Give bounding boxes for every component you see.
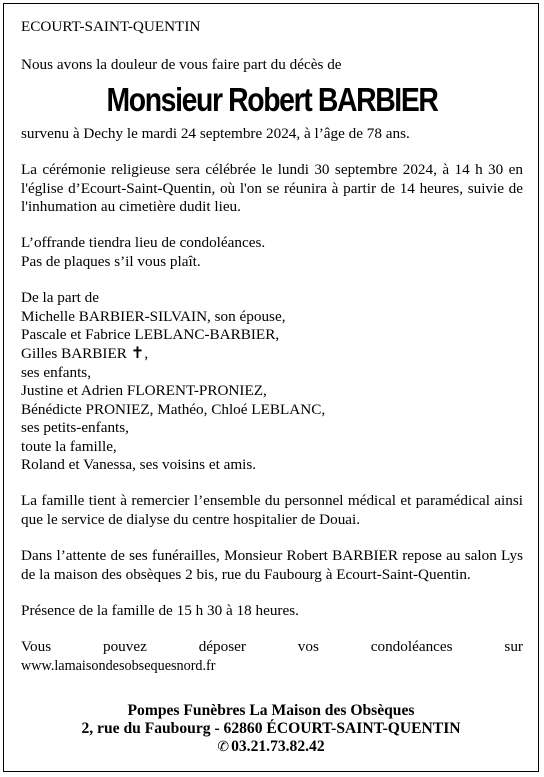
family-line-deceased-son — [21, 344, 523, 363]
family-line: Roland et Vanessa, ses voisins et amis. — [21, 455, 257, 473]
phone-line — [3, 738, 539, 756]
presence-text: Présence de la famille de 15 h 30 à 18 heures. — [21, 601, 299, 619]
phone-icon: ✆ — [217, 739, 230, 755]
family-line: ses petits-enfants, — [21, 419, 129, 437]
no-plaques-line: Pas de plaques s’il vous plaît. — [21, 252, 201, 270]
thanks-text: La famille tient à remercier l’ensemble du personnel médical et paramédical ainsi que le service de dialyse du centre hospitalier de Douai. — [21, 492, 523, 528]
cross-icon: ✝ — [130, 343, 145, 363]
rest-text: Dans l’attente de ses funérailles, Monsieur Robert BARBIER repose au salon Lys de la maison des obsèques 2 bis, rue du Faubourg à Ecourt-Saint-Quentin. — [21, 547, 523, 583]
condolences-text: Vous pouvez déposer vos condoléances sur — [21, 638, 523, 656]
deceased-name: Monsieur Robert BARBIER — [106, 80, 438, 118]
family-line: Bénédicte PRONIEZ, Mathéo, Chloé LEBLANC, — [21, 400, 326, 418]
company-address: 2, rue du Faubourg - 62860 ÉCOURT-SAINT-QUENTIN — [81, 720, 461, 737]
family-line: De la part de — [21, 289, 100, 307]
intro-text: Nous avons la douleur de vous faire part du décès de — [21, 56, 342, 74]
death-info: survenu à Dechy le mardi 24 septembre 2024, à l’âge de 78 ans. — [21, 124, 410, 142]
family-line: Gilles BARBIER — [21, 345, 127, 363]
company-name: Pompes Funèbres La Maison des Obsèques — [127, 702, 415, 719]
family-line: toute la famille, — [21, 437, 117, 455]
funeral-home-footer — [3, 702, 539, 756]
offering-line: L’offrande tiendra lieu de condoléances. — [21, 234, 266, 252]
family-line: Justine et Adrien FLORENT-PRONIEZ, — [21, 382, 267, 400]
town-heading: ECOURT-SAINT-QUENTIN — [21, 18, 201, 35]
family-line: Pascale et Fabrice LEBLANC-BARBIER, — [21, 326, 280, 344]
family-list — [21, 289, 523, 474]
website-link[interactable]: www.lamaisondesobsequesnord.fr — [21, 657, 216, 674]
offering-block — [21, 234, 523, 271]
comma: , — [144, 345, 149, 363]
family-line: Michelle BARBIER-SILVAIN, son épouse, — [21, 307, 286, 325]
phone-number[interactable]: 03.21.73.82.42 — [231, 738, 325, 755]
ceremony-text: La cérémonie religieuse sera célébrée le lundi 30 septembre 2024, à 14 h 30 en l'église d’Ecourt-Saint-Quentin, où l'on se réunira à partir de 14 heures, suivie de l'inhumation au cimetière dudit lieu. — [21, 161, 523, 216]
family-line: ses enfants, — [21, 363, 92, 381]
obituary-body — [21, 18, 523, 675]
